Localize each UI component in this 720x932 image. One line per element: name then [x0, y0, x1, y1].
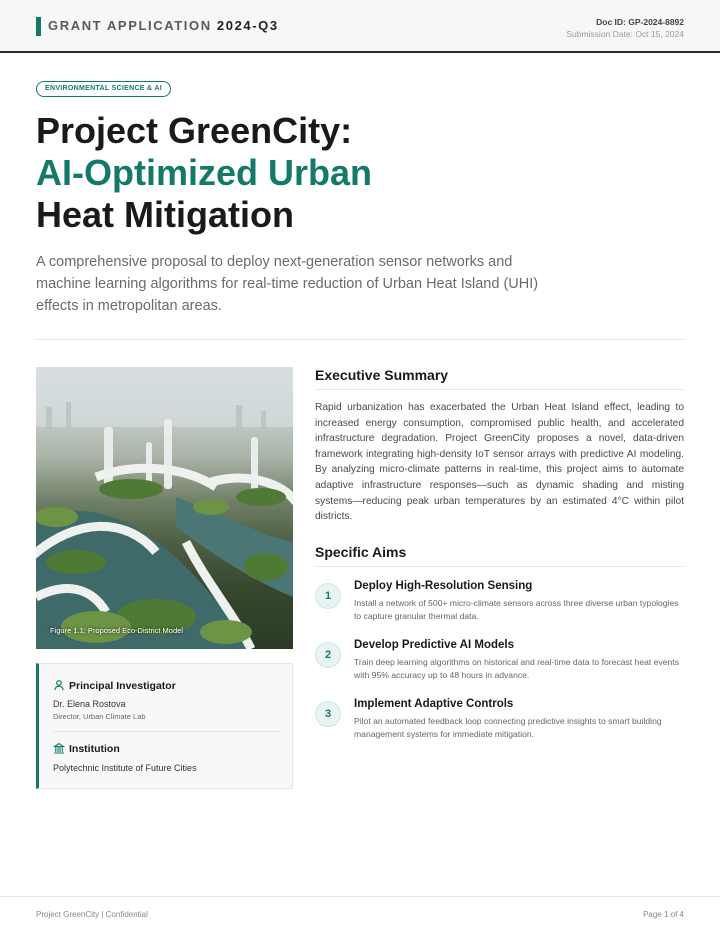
eco-district-figure	[36, 367, 293, 649]
header-meta	[566, 16, 684, 40]
title-line-1: Project GreenCity:	[36, 110, 353, 151]
document-footer	[0, 896, 720, 932]
figure-caption: Figure 1.1: Proposed Eco-District Model	[50, 626, 183, 635]
investigator-card	[36, 663, 293, 789]
aim-number-badge: 1	[315, 583, 341, 609]
page-title	[36, 110, 372, 236]
card-divider	[53, 731, 280, 732]
aim-number-badge: 2	[315, 642, 341, 668]
aim-number-badge: 3	[315, 701, 341, 727]
specific-aims-section	[315, 544, 684, 567]
aim-description: Train deep learning algorithms on historical and real-time data to forecast heat events with 95% accuracy up to 48 hours in advance.	[354, 657, 679, 681]
aim-title: Implement Adaptive Controls	[354, 698, 514, 710]
aim-description: Install a network of 500+ micro-climate sensors across three diverse urban typologies to capture granular thermal data.	[354, 598, 679, 622]
header-accent-bar	[36, 17, 41, 36]
building-icon	[53, 742, 65, 754]
executive-summary-heading: Executive Summary	[315, 367, 684, 390]
footer-left: Project GreenCity | Confidential	[36, 910, 148, 919]
specific-aims-heading: Specific Aims	[315, 544, 684, 567]
aim-title: Deploy High-Resolution Sensing	[354, 580, 533, 592]
document-header	[0, 0, 720, 53]
doc-id: Doc ID: GP-2024-8892	[596, 17, 684, 27]
header-title: GRANT APPLICATION 2024-Q3	[48, 18, 279, 33]
investigator-name: Dr. Elena Rostova	[53, 699, 126, 709]
person-icon	[53, 679, 65, 691]
executive-summary-body: Rapid urbanization has exacerbated the Urban Heat Island effect, leading to increased energy consumption, compromised public health, and accelerated infrastructure degradation. Project GreenCity proposes a novel, data-driven framework integrating high-density IoT sensor arrays with predictive AI modeling. By analyzing micro-climate patterns in real-time, this project aims to automate adaptive infrastructure responses—such as dynamic shading and misting systems—reducing peak urban temperatures by an estimated 4°C within pilot districts.	[315, 402, 684, 523]
header-title-year: 2024-Q3	[216, 18, 279, 33]
investigator-heading: Principal Investigator	[53, 679, 176, 692]
submission-date: Submission Date: Oct 15, 2024	[566, 29, 684, 39]
category-tag: ENVIRONMENTAL SCIENCE & AI	[36, 81, 171, 97]
title-line-2: AI-Optimized Urban	[36, 152, 373, 193]
investigator-role: Director, Urban Climate Lab	[53, 712, 146, 721]
eco-district-illustration	[36, 367, 293, 649]
title-line-3: Heat Mitigation	[36, 194, 294, 235]
page-number: Page 1 of 4	[643, 910, 684, 919]
institution-heading: Institution	[53, 742, 120, 755]
aim-title: Develop Predictive AI Models	[354, 639, 514, 651]
aim-description: Pilot an automated feedback loop connecting predictive insights to smart building management systems for immediate mitigation.	[354, 716, 662, 740]
lede-paragraph: A comprehensive proposal to deploy next-generation sensor networks and machine learning algorithms for real-time reduction of Urban Heat Island (UHI) effects in metropolitan areas.	[36, 254, 539, 314]
executive-summary-section	[315, 367, 684, 390]
section-divider	[36, 339, 684, 340]
institution-name: Polytechnic Institute of Future Cities	[53, 763, 197, 773]
